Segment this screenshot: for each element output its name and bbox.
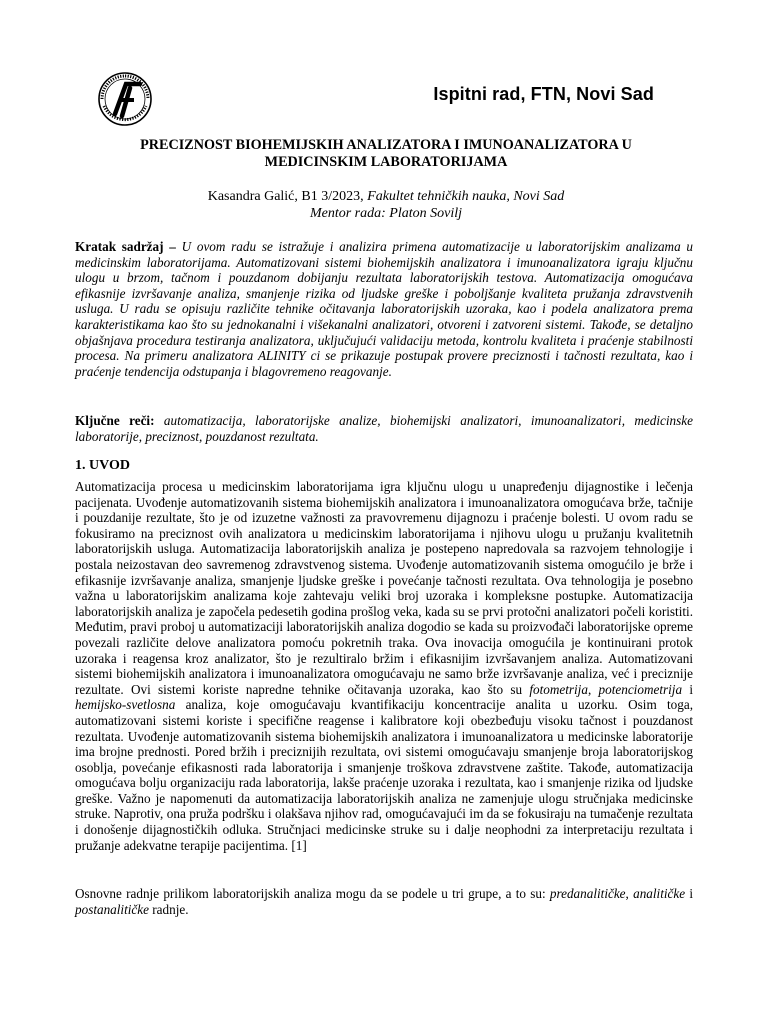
- term-postanaliticke: postanalitičke: [75, 901, 149, 917]
- ftn-logo-icon: [96, 70, 154, 128]
- page-header: [96, 70, 696, 130]
- paragraph-text: analiza, koje omogućavaju kvantifikaciju koncentracije analita u uzorku. Osim toga, automatizovani sistemi koriste i specifične reagense i kalibratore koji obezbeđuju visoku tačnost i pouzdanost rezultata. Uvođenje automatizovanih sistema biohemijskih analizatora i imunoanalizatora u medicinske laboratorije ima brojne prednosti. Pored bržih i preciznijih rezultata, ovi sistemi omogućavaju smanjenje broja laboratorijskog osoblja, povećanje efikasnosti rada laboratorija i smanjenje troškova zdravstvene zaštite. Takođe, automatizacija omogućava bolju organizaciju rada laboratorija, lakše praćenje uzoraka i rezultata, kao i smanjenje rizika od ljudske greške. Važno je napomenuti da automatizacija laboratorijskih analiza ne zamenjuje ulogu stručnjaka medicinske struke. Naprotiv, ona pruža podršku i olakšava njihov rad, omogućavajući im da se fokusiraju na tumačenje rezultata i donošenje dijagnostičkih odluka. Stručnjaci medicinske struke su i dalje neophodni za interpretaciju rezultata i pružanje adekvatne terapije pacijentima. [1]: [75, 697, 693, 853]
- header-title: Ispitni rad, FTN, Novi Sad: [433, 84, 654, 104]
- term-potenciometrija: potenciometrija: [598, 681, 683, 697]
- section-paragraph: [75, 479, 693, 853]
- term-predanaliticke: predanalitičke: [549, 886, 626, 901]
- author-affiliation: Fakultet tehničkih nauka, Novi Sad: [367, 189, 565, 204]
- term-hemijsko-svetlosna: hemijsko-svetlosna: [75, 697, 176, 713]
- paragraph-text: i: [685, 886, 693, 901]
- mentor-name: Mentor rada: Platon Sovilj: [309, 206, 463, 221]
- term-analiticke: analitičke: [633, 886, 686, 901]
- section-heading-uvod: 1. UVOD: [75, 458, 130, 473]
- keywords-text: automatizacija, laboratorijske analize, biohemijski analizatori, imunoanalizatori, medicinske laboratorije, preciznost, pouzdanost rezultata.: [75, 413, 693, 444]
- paragraph-text: ,: [587, 681, 599, 697]
- paragraph-text: radnje.: [148, 901, 189, 917]
- abstract-label: Kratak sadržaj –: [75, 239, 182, 254]
- mentor-line: [96, 205, 676, 222]
- keywords: [75, 413, 693, 444]
- abstract: [75, 239, 693, 379]
- author-block: [96, 188, 676, 222]
- paragraph-text: i: [682, 681, 693, 697]
- keywords-label: Ključne reči:: [75, 413, 164, 428]
- author-line: [96, 188, 676, 205]
- paper-title: PRECIZNOST BIOHEMIJSKIH ANALIZATORA I IMUNOANALIZATORA U MEDICINSKIM LABORATORIJAMA: [140, 137, 632, 170]
- paragraph-text: Automatizacija procesa u medicinskim laboratorijama igra ključnu ulogu u unapređenju dijagnostike i lečenja pacijenata. Uvođenje automatizovanih sistema biohemijskih analizatora i imunoanalizatora omogućava brže, tačnije i pouzdanije rezultate, što je od izuzetne važnosti za pravovremenu dijagnozu i praćenje bolesti. U ovom radu se fokusiramo na preciznost ovih analizatora u medicinskim laboratorijama i njihovu ulogu u pružanju kvalitetnih laboratorijskih usluga. Automatizacija laboratorijskih analiza je postepeno napredovala sa razvojem tehnologije i postala neizostavan deo savremenog zdravstvenog sistema. Uvođenje automatizovanih sistema omogućilo je brže i efikasnije izvršavanje analiza, smanjenje ljudske greške i povećanje tačnosti rezultata. Ova tehnologija je posebno važna u laboratorijskim analizama koje zahtevaju veliki broj uzoraka i kompleksne postupke. Automatizacija laboratorijskih analiza je započela pedesetih godina prošlog veka, kada su se prvi protočni analizatori počeli koristiti. Međutim, pravi proboj u automatizaciji laboratorijskih analiza dogodio se kada su proizvođači laboratorijske opreme povezali različite delove analizatora pomoću pokretnih traka. Ova inovacija omogućila je kontinuirani protok uzoraka i reagensa kroz analizator, što je rezultiralo bržim i efikasnijim izvršavanjem analiza. Automatizovani sistemi biohemijskih analizatora i imunoanalizatora omogućavaju ne samo brže izvršavanje analiza, već i preciznije rezultate. Ovi sistemi koriste napredne tehnike očitavanja uzoraka, kao što su: [75, 479, 693, 697]
- term-fotometrija: fotometrija: [529, 681, 588, 697]
- section-paragraph: [75, 886, 693, 917]
- abstract-text: U ovom radu se istražuje i analizira primena automatizacije u laboratorijskim analizama u medicinskim laboratorijama. Automatizovani sistemi biohemijskih analizatora i imunoanalizatora igraju ključnu ulogu u brzom, tačnom i pouzdanom dobijanju rezultata laboratorijskih testova. Automatizacija omogućava efikasnije izvršavanje analiza, smanjenje rizika od ljudske greške i poboljšanje kvaliteta pružanja zdravstvenih usluga. U radu se opisuju različite tehnike očitavanja laboratorijskih uzoraka, kao i podela analizatora prema karakteristikama kao što su jednokanalni i višekanalni analizatori, otvoreni i zatvoreni sistemi. Takođe, se detaljno objašnjava procedura testiranja analizatora, uključujući validaciju metoda, kontrolu kvaliteta i praćenje stabilnosti procesa. Na primeru analizatora ALINITY ci se prikazuje postupak provere preciznosti i tačnosti rezultata, kao i praćenje tendencija odstupanja i blagovremeno reagovanje.: [75, 239, 693, 379]
- paragraph-text: ,: [625, 886, 634, 901]
- author-name: Kasandra Galić, B1 3/2023,: [207, 189, 368, 204]
- paragraph-text: Osnovne radnje prilikom laboratorijskih analiza mogu da se podele u tri grupe, a to su:: [75, 886, 550, 901]
